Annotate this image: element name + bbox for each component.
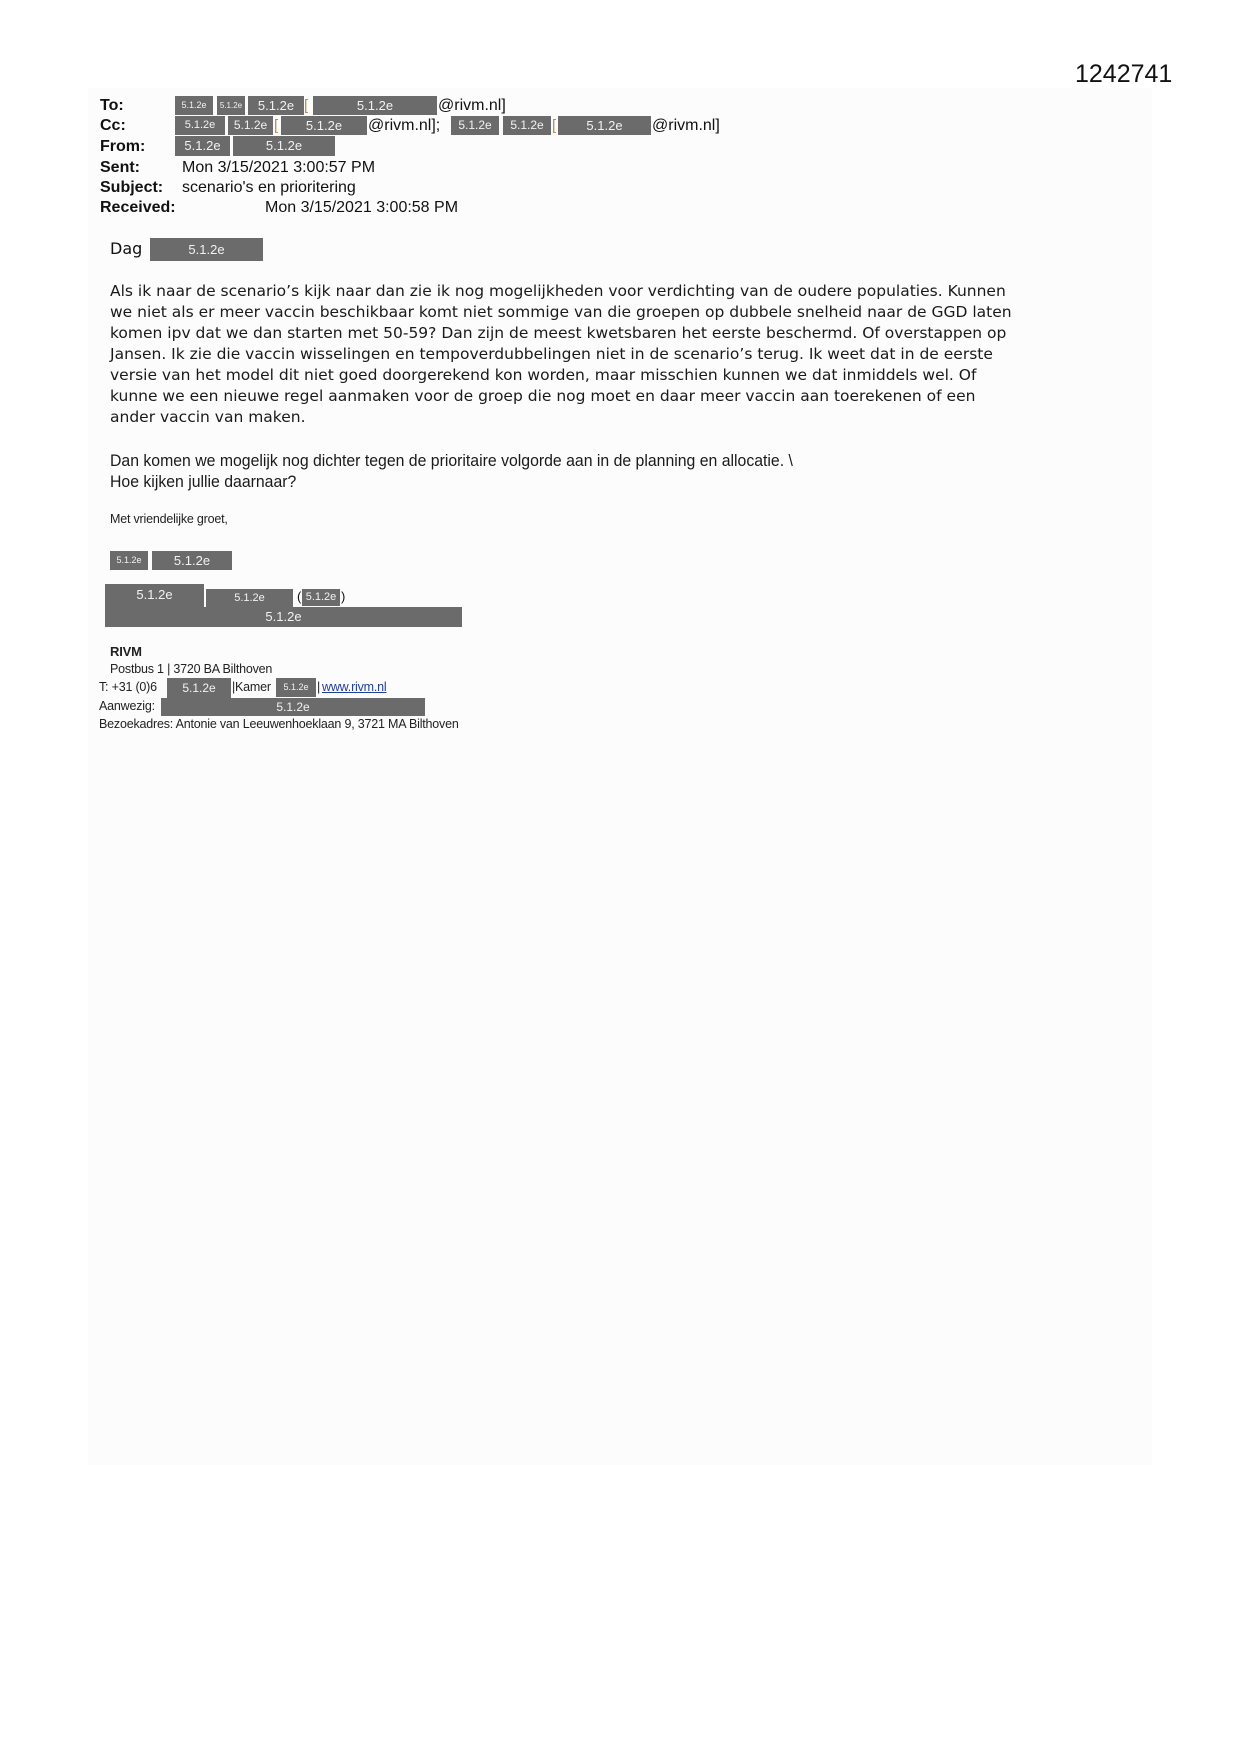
room-label: |Kamer	[232, 680, 271, 694]
cc-domain-1: @rivm.nl];	[368, 117, 441, 134]
document-id: 1242741	[1075, 60, 1173, 88]
greeting: Dag	[110, 239, 143, 258]
presence-label: Aanwezig:	[99, 699, 155, 713]
redaction-box: 5.1.2e	[313, 96, 437, 115]
redaction-box: 5.1.2e	[451, 116, 499, 135]
body-line: Dan komen we mogelijk nog dichter tegen de prioritaire volgorde aan in de planning en allocatie. \	[110, 451, 793, 470]
redaction-box: 5.1.2e	[503, 116, 551, 135]
body-line: kunne we een nieuwe regel aanmaken voor de groep die nog moet en daar meer vaccin aan toerekenen of een	[110, 387, 976, 405]
closing: Met vriendelijke groet,	[110, 512, 228, 526]
redaction-box: 5.1.2e	[167, 678, 231, 698]
bracket: [	[304, 97, 309, 114]
bracket: [	[552, 117, 557, 134]
redaction-box: 5.1.2e	[276, 678, 316, 697]
cc-domain-2: @rivm.nl]	[652, 117, 720, 134]
paren-close: )	[341, 589, 346, 604]
redaction-box: 5.1.2e	[248, 96, 304, 115]
redaction-box: 5.1.2e	[233, 136, 335, 156]
redaction-box: 5.1.2e	[175, 136, 230, 156]
paren-open: (	[297, 589, 302, 604]
redaction-box: 5.1.2e	[206, 589, 293, 607]
redaction-box: 5.1.2e	[558, 116, 651, 135]
redaction-box: 5.1.2e	[281, 116, 367, 135]
subject-label: Subject:	[100, 179, 164, 196]
body-line: Hoe kijken jullie daarnaar?	[110, 472, 297, 491]
sent-label: Sent:	[100, 159, 140, 176]
body-line: komen ipv dat we dan starten met 50-59? Dan zijn de meest kwetsbaren het eerste beschermd. Of overstappen op	[110, 324, 1007, 342]
sent-value: Mon 3/15/2021 3:00:57 PM	[182, 159, 376, 176]
redaction-box: 5.1.2e	[105, 584, 204, 607]
from-label: From:	[100, 138, 146, 155]
redaction-box: 5.1.2e	[175, 116, 225, 135]
body-line: ander vaccin van maken.	[110, 408, 306, 426]
org-name: RIVM	[110, 644, 142, 659]
postal-address: Postbus 1 | 3720 BA Bilthoven	[110, 662, 273, 676]
to-label: To:	[100, 97, 124, 114]
redaction-box: 5.1.2e	[217, 96, 245, 115]
received-label: Received:	[100, 199, 176, 216]
redaction-box: 5.1.2e	[228, 116, 273, 135]
phone-prefix: T: +31 (0)6	[99, 680, 157, 694]
subject-value: scenario's en prioritering	[182, 179, 356, 196]
redaction-box: 5.1.2e	[150, 238, 263, 261]
separator: |	[317, 680, 321, 694]
redaction-box: 5.1.2e	[110, 551, 148, 570]
redaction-box: 5.1.2e	[175, 96, 213, 115]
redaction-box: 5.1.2e	[302, 589, 340, 606]
body-paragraph-1	[110, 281, 1140, 428]
visit-address: Bezoekadres: Antonie van Leeuwenhoeklaan 9, 3721 MA Bilthoven	[99, 717, 459, 731]
body-paragraph-2	[110, 450, 793, 492]
to-domain: @rivm.nl]	[438, 97, 506, 114]
body-line: we niet als er meer vaccin beschikbaar komt niet sommige van die groepen op dubbele snelheid naar de GGD laten	[110, 303, 1012, 321]
website-link[interactable]: www.rivm.nl	[322, 680, 387, 694]
redaction-box: 5.1.2e	[105, 607, 462, 627]
cc-label: Cc:	[100, 117, 126, 134]
redaction-box: 5.1.2e	[161, 698, 425, 716]
bracket: [	[274, 117, 279, 134]
body-line: Als ik naar de scenario’s kijk naar dan zie ik nog mogelijkheden voor verdichting van de oudere populaties. Kunnen	[110, 282, 1006, 300]
body-line: versie van het model dit niet goed doorgerekend kon worden, maar misschien kunnen we dat inmiddels wel. Of	[110, 366, 977, 384]
received-value: Mon 3/15/2021 3:00:58 PM	[265, 199, 459, 216]
body-line: Jansen. Ik zie die vaccin wisselingen en tempoverdubbelingen niet in de scenario’s terug. Ik weet dat in de eerste	[110, 345, 993, 363]
redaction-box: 5.1.2e	[152, 551, 232, 570]
